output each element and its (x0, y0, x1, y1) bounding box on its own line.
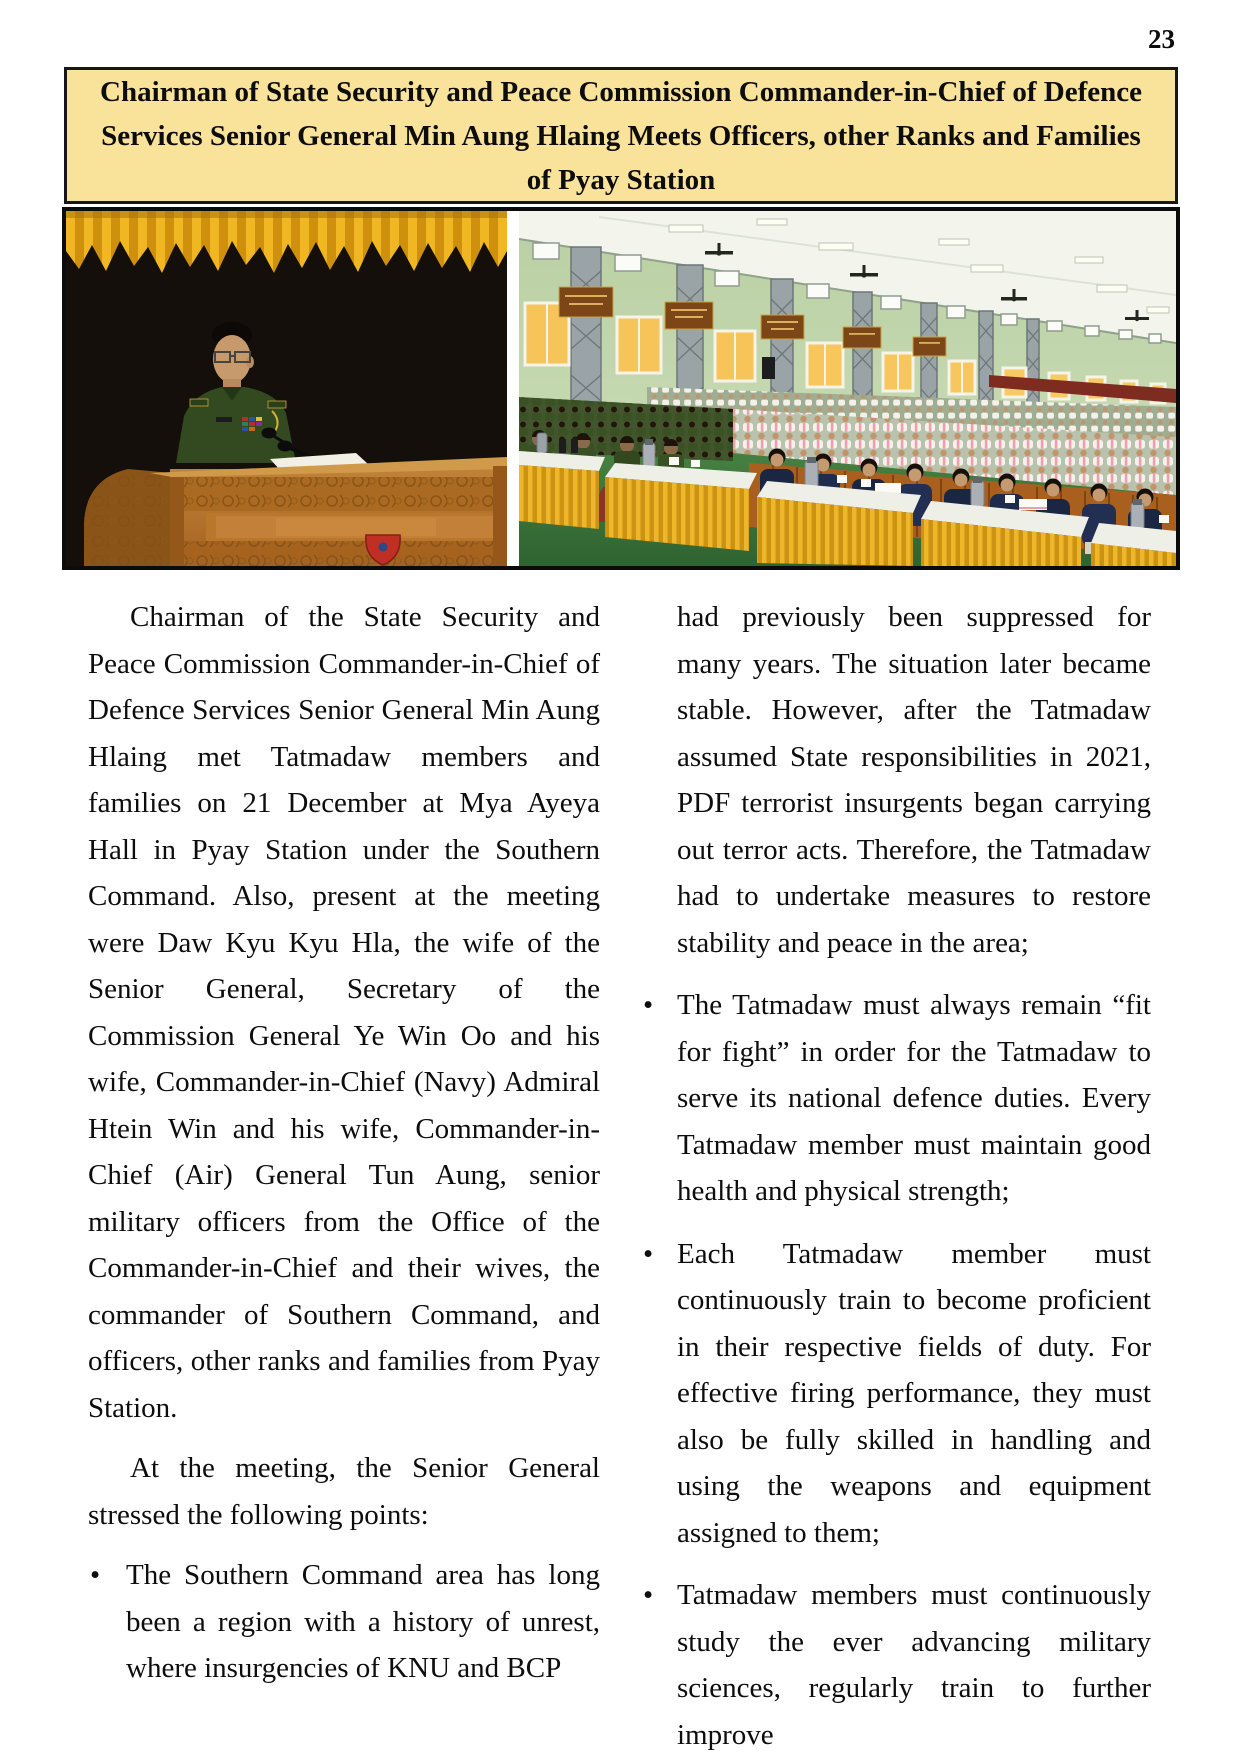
article-left-column (88, 594, 600, 1692)
page-number: 23 (1148, 24, 1175, 54)
article-title: Chairman of State Security and Peace Commission Commander-in-Chief of Defence Services Senior General Min Aung Hlaing Meets Officers, other Ranks and Families of Pyay Station (100, 75, 1142, 196)
bullet-icon: • (90, 1559, 101, 1591)
bullet-point-1 (88, 1552, 600, 1692)
bullet-point-3 (641, 1231, 1151, 1557)
bullet-point-2 (641, 982, 1151, 1215)
paragraph-lead-in: At the meeting, the Senior General stressed the following points: (88, 1452, 600, 1531)
photo-audience-hall (519, 211, 1176, 566)
bullet-icon: • (643, 1237, 654, 1270)
bullet-point-1-continuation-text: had previously been suppressed for many years. The situation later became stable. However, after the Tatmadaw assumed State responsibilities in 2021, PDF terrorist insurgents began carrying out terror acts. Therefore, the Tatmadaw had to undertake measures to restore stability and peace in the area; (677, 601, 1151, 959)
speaker-box (762, 357, 775, 379)
bullet-icon: • (643, 1579, 654, 1611)
bullet-point-3-text: Each Tatmadaw member must continuously train to become proficient in their respective fields of duty. For effective firing performance, they must also be fully skilled in handling and using the weapons and equipment assigned to them; (677, 1237, 1151, 1549)
bullet-point-4 (641, 1572, 1151, 1758)
article-title-box (64, 67, 1178, 204)
article-right-column (641, 594, 1151, 1758)
photo-strip (62, 207, 1180, 570)
photo-gap (507, 211, 519, 566)
bullet-point-2-text: The Tatmadaw must always remain “fit for fight” in order for the Tatmadaw to serve its national defence duties. Every Tatmadaw member must maintain good health and physical strength; (677, 989, 1151, 1207)
bullet-point-1-text: The Southern Command area has long been a region with a history of unrest, where insurgencies of KNU and BCP (126, 1559, 600, 1684)
bullet-icon: • (643, 989, 654, 1021)
photo-speaker-at-podium (66, 211, 507, 566)
bullet-point-1-continuation (641, 594, 1151, 966)
paragraph-intro: Chairman of the State Security and Peace Commission Commander-in-Chief of Defence Services Senior General Min Aung Hlaing met Tatmadaw members and families on 21 December at Mya Ayeya Hall in Pyay Station under the Southern Command. Also, present at the meeting were Daw Kyu Kyu Hla, the wife of the Senior General, Secretary of the Commission General Ye Win Oo and his wife, Commander-in-Chief (Navy) Admiral Htein Win and his wife, Commander-in-Chief (Air) General Tun Aung, senior military officers from the Office of the Commander-in-Chief and their wives, the commander of Southern Command, and officers, other ranks and families from Pyay Station. (88, 601, 600, 1424)
bullet-point-4-text: Tatmadaw members must continuously study the ever advancing military sciences, regularly train to further improve (677, 1579, 1151, 1751)
